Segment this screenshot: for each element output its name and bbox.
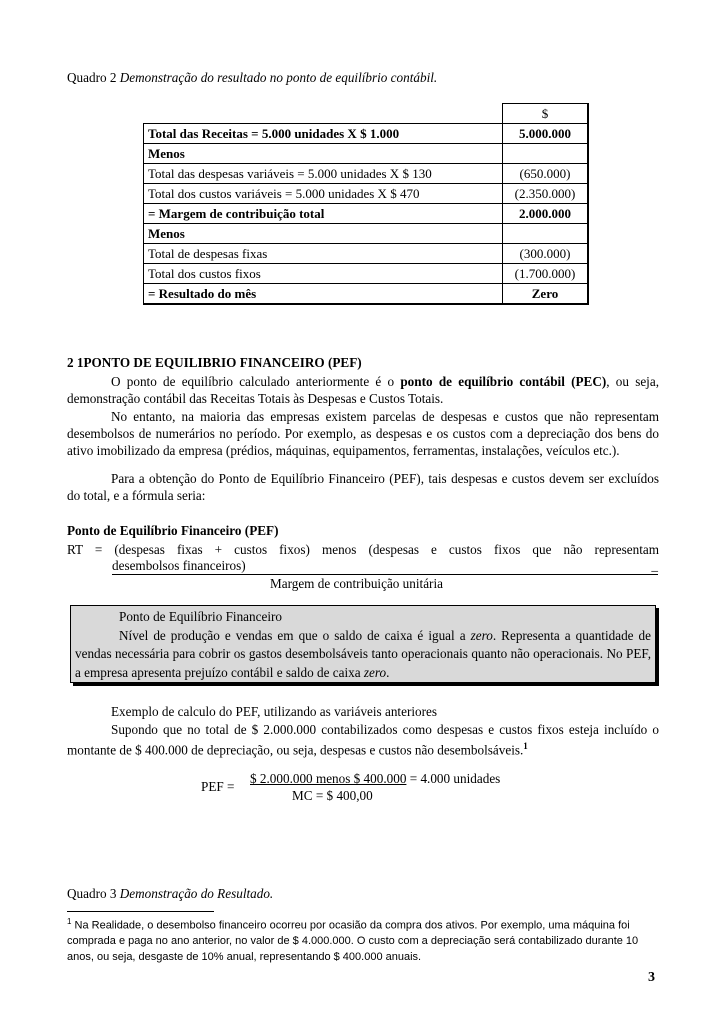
pef-definition-box xyxy=(70,605,656,683)
table-row xyxy=(144,144,589,164)
box-text xyxy=(75,627,651,683)
table-row xyxy=(144,224,589,244)
row-label: Menos xyxy=(144,144,503,164)
row-label: Total dos custos fixos xyxy=(144,264,503,284)
table-row xyxy=(144,124,589,144)
formula-line-2 xyxy=(112,558,658,575)
income-statement-table xyxy=(143,103,589,305)
pef-result: = 4.000 unidades xyxy=(406,771,501,786)
row-value: 5.000.000 xyxy=(503,124,589,144)
row-value: (2.350.000) xyxy=(503,184,589,204)
row-value: Zero xyxy=(503,284,589,305)
table-header-row xyxy=(144,104,589,124)
box-text-b: . Representa a quantidade de vendas necessária para cobrir os gastos desembolsáveis tanto operacionais quanto não operacionais. No PEF, a empresa apresenta prejuízo contábil e saldo de caixa xyxy=(75,627,651,680)
example-paragraph xyxy=(67,721,659,759)
example-intro: Exemplo de calculo do PEF, utilizando as variáveis anteriores xyxy=(111,704,437,719)
quadro2-caption xyxy=(67,70,437,86)
box-zero-2: zero xyxy=(363,664,387,680)
formula-heading: Ponto de Equilíbrio Financeiro (PEF) xyxy=(67,523,279,538)
footnote-text: Na Realidade, o desembolso financeiro ocorreu por ocasião da compra dos ativos. Por exemplo, uma máquina foi comprada e paga no ano anterior, no valor de $ 4.000.000. O custo com a depreciação será contabilizado durante 10 anos, ou seja, desgaste de 10% anual, representando $ 400.000 anuais. xyxy=(67,919,639,963)
formula-line-2-end: _ xyxy=(651,558,658,573)
formula-denominator: Margem de contribuição unitária xyxy=(270,576,443,591)
row-value xyxy=(503,224,589,244)
pef-numerator: $ 2.000.000 menos $ 400.000 xyxy=(250,771,407,786)
pef-numerator-line xyxy=(250,771,500,787)
section-title: 2 1PONTO DE EQUILIBRIO FINANCEIRO (PEF) xyxy=(67,355,362,370)
header-empty-cell xyxy=(144,104,503,124)
table-row xyxy=(144,204,589,224)
box-text-c: . xyxy=(386,664,390,680)
row-value: (650.000) xyxy=(503,164,589,184)
caption3-title: Demonstração do Resultado. xyxy=(119,886,274,901)
formula-line-2-text: desembolsos financeiros) xyxy=(112,558,246,573)
quadro3-caption xyxy=(67,886,273,902)
formula-line-1: RT = (despesas fixas + custos fixos) menos (despesas e custos fixos que não representam xyxy=(67,542,659,557)
row-label: Total dos custos variáveis = 5.000 unidades X $ 470 xyxy=(144,184,503,204)
example-text: Supondo que no total de $ 2.000.000 contabilizados como despesas e custos fixos esteja incluído o montante de $ 400.000 de depreciação, ou seja, despesas e custos não desembolsáveis. xyxy=(67,722,659,758)
footnote xyxy=(67,914,657,965)
p1-bold-term: ponto de equilíbrio contábil (PEC) xyxy=(400,374,607,389)
row-value: (300.000) xyxy=(503,244,589,264)
table-row xyxy=(144,284,589,305)
paragraph-pec xyxy=(67,373,659,407)
row-label: Total das despesas variáveis = 5.000 unidades X $ 130 xyxy=(144,164,503,184)
table-row xyxy=(144,184,589,204)
paragraph-pef-intro: Para a obtenção do Ponto de Equilíbrio Financeiro (PEF), tais despesas e custos devem ser excluídos do total, e a fórmula seria: xyxy=(67,471,659,504)
row-value xyxy=(503,144,589,164)
paragraph-depreciation: No entanto, na maioria das empresas existem parcelas de despesas e custos que não representam desembolsos de numerários no período. Por exemplo, as despesas e os custos com a depreciação dos bens do ativo imobilizado da empresa (prédios, máquinas, equipamentos, ferramentas, instalações, veículos etc.). xyxy=(67,409,659,459)
caption3-prefix: Quadro 3 xyxy=(67,886,117,901)
pef-denominator: MC = $ 400,00 xyxy=(292,788,373,803)
caption-title: Demonstração do resultado no ponto de equilíbrio contábil. xyxy=(119,70,438,85)
table-row xyxy=(144,264,589,284)
row-label: Total de despesas fixas xyxy=(144,244,503,264)
footnote-divider xyxy=(67,911,214,912)
table-row xyxy=(144,244,589,264)
box-zero-1: zero xyxy=(470,627,493,643)
currency-header: $ xyxy=(503,104,589,124)
pef-label: PEF = xyxy=(201,779,235,794)
table-row xyxy=(144,164,589,184)
page-number: 3 xyxy=(648,970,655,985)
row-label: = Margem de contribuição total xyxy=(144,204,503,224)
footnote-mark: 1 xyxy=(67,917,72,926)
p1-text-a: O ponto de equilíbrio calculado anteriormente é o xyxy=(111,374,401,389)
row-value: 2.000.000 xyxy=(503,204,589,224)
row-label: Menos xyxy=(144,224,503,244)
row-value: (1.700.000) xyxy=(503,264,589,284)
row-label: Total das Receitas = 5.000 unidades X $ 1.000 xyxy=(144,124,503,144)
row-label: = Resultado do mês xyxy=(144,284,503,305)
box-text-a: Nível de produção e vendas em que o saldo de caixa é igual a xyxy=(119,627,471,643)
box-title: Ponto de Equilíbrio Financeiro xyxy=(119,609,282,624)
p1-text-b: , ou seja, demonstração contábil das Receitas Totais às Despesas e Custos Totais. xyxy=(67,374,659,407)
caption-prefix: Quadro 2 xyxy=(67,70,117,85)
footnote-ref: 1 xyxy=(523,741,528,752)
